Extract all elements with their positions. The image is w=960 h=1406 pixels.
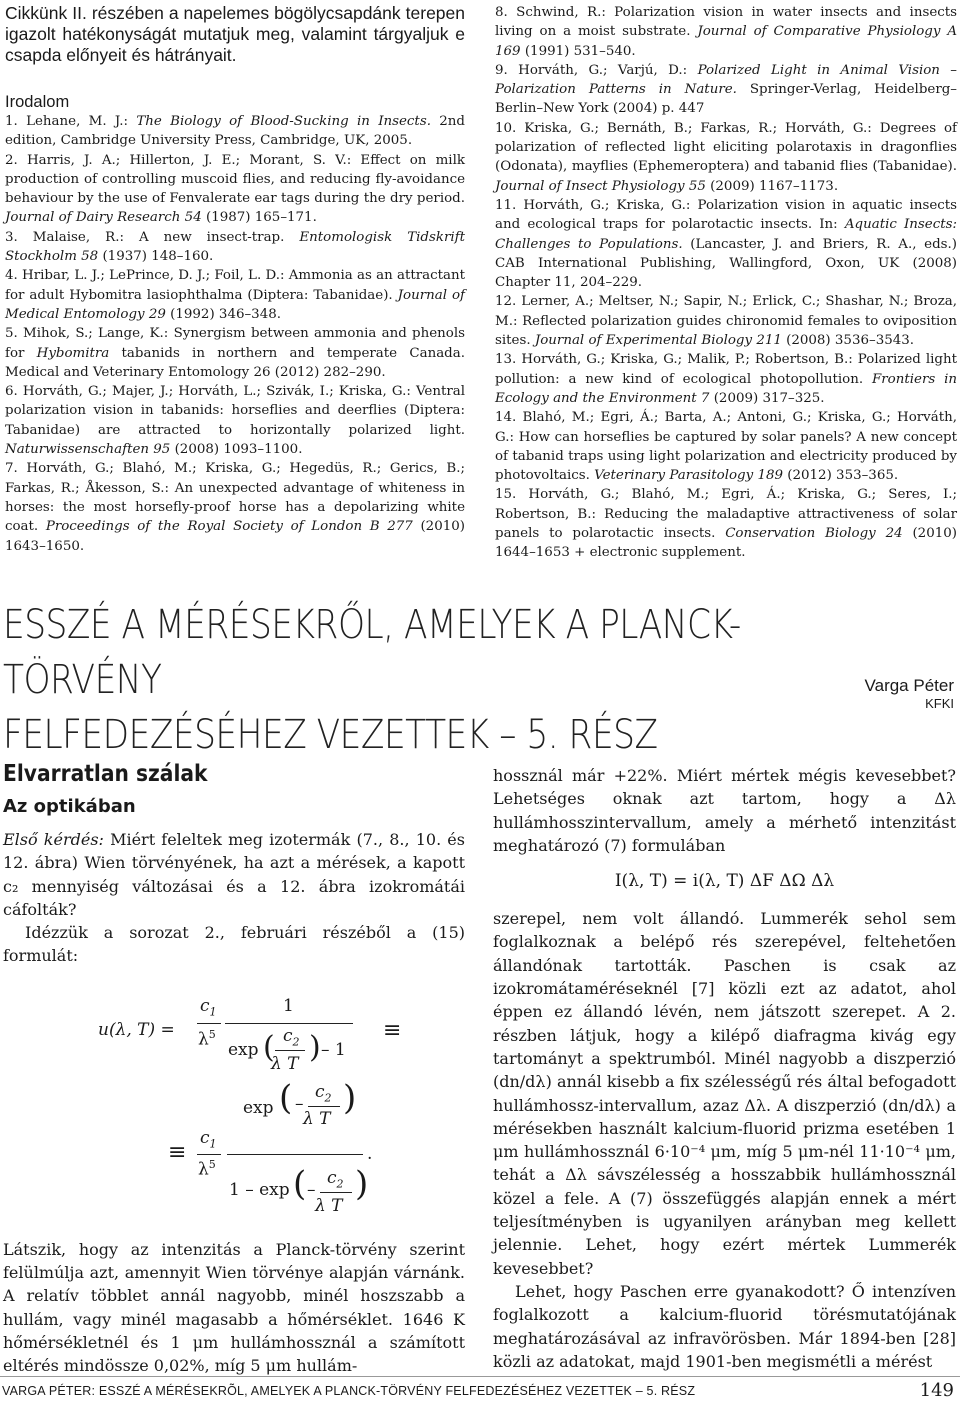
article-left-column bbox=[3, 760, 465, 1378]
reference-rest: (Lancaster, J. and Briers, R. A., eds.) CAB International Publishing, Wallingford, Oxon, UK (2008) Chapter 11, 204–229. bbox=[495, 236, 957, 291]
right-paragraph-3: Lehet, hogy Paschen erre gyanakodott? Ő intenzíven foglalkozott a kalcium-fluorid törésmutatójának meghatározásával az infravörösben. Már 1894-ben [28] közli az adatokat, majd 1901-ben megismétli a mérést bbox=[493, 1281, 956, 1371]
reference-number: 5. bbox=[5, 326, 24, 342]
after-equation-paragraph: Látszik, hogy az intenzitás a Planck-törvény szerint felülmúlja azt, amennyit Wien törvénye alapján várnánk. A relatív többlet annál nagyobb, minél hoszszabb a hullám, vagy minél magasabb a hőmérséklet. 1646 K hőmérsékletnél és 1 μm hullámhossznál a számított eltérés mindössze 0,02%, míg 5 μm hullám- bbox=[3, 1239, 465, 1376]
reference-number: 8. bbox=[495, 5, 517, 20]
reference-rest: (1992) 346–348. bbox=[165, 306, 281, 322]
author-affiliation: KFKI bbox=[925, 696, 954, 711]
reference-rest: (2009) 1167–1173. bbox=[705, 178, 839, 194]
reference-authors: Horváth, G.; Varjú, D.: bbox=[518, 62, 698, 78]
reference-number: 7. bbox=[5, 461, 27, 477]
section-title: Elvarratlan szálak bbox=[3, 761, 208, 787]
reference-number: 2. bbox=[5, 152, 27, 168]
reference-title: Journal of Insect Physiology 55 bbox=[495, 178, 706, 194]
reference-rest: (2012) 353–365. bbox=[783, 468, 899, 484]
reference-item bbox=[5, 266, 465, 324]
question-text: Miért feleltek meg izotermák (7., 8., 10. és 12. ábra) Wien törvényének, ha azt a mérések, a kapott c₂ mennyiség változásai és a 12. ábra izokromátái cáfolták? bbox=[3, 830, 465, 919]
article-right-column bbox=[493, 764, 956, 1373]
reference-item bbox=[5, 324, 465, 382]
reference-authors: Kriska, G.; Bernáth, B.; Farkas, R.; Horváth, G.: Degrees of polarization of reflected light eliciting polarotaxis in dragonflies (Odonata), mayflies (Ephemeroptera) and tabanid flies (Tabanidae). bbox=[495, 120, 957, 175]
reference-title: Naturwissenschaften 95 bbox=[5, 442, 171, 458]
reference-item bbox=[495, 292, 957, 350]
reference-rest: Springer-Verlag, Heidelberg–Berlin–New York (2004) p. 447 bbox=[495, 82, 958, 117]
reference-item bbox=[5, 112, 465, 151]
reference-authors: Schwind, R.: Polarization vision in water insects and insects living on a moist substrate. bbox=[495, 5, 957, 40]
reference-item bbox=[495, 61, 957, 119]
reference-authors: Mihok, S.; Lange, K.: Synergism between ammonia and phenols for bbox=[5, 326, 465, 361]
eq-c2: $c_2$ bbox=[283, 1025, 300, 1049]
reference-number: 12. bbox=[495, 294, 522, 310]
reference-item bbox=[495, 196, 957, 292]
reference-number: 10. bbox=[495, 120, 525, 136]
eq-one-minus-exp: 1 – exp bbox=[229, 1179, 290, 1200]
author-block bbox=[865, 676, 954, 711]
reference-title: The Biology of Blood-Sucking in Insects. bbox=[136, 114, 431, 129]
reference-authors: Horváth, G.; Majer, J.; Horváth, L.; Szivák, I.; Kriska, G.: Ventral polarization vision in tabanids: horseflies and deerflies (Diptera: Tabanidae) are attracted to horizontally polarized light. bbox=[5, 384, 465, 438]
reference-title: Conservation Biology 24 bbox=[725, 526, 903, 542]
reference-rest: 2nd edition, Cambridge University Press, Cambridge, UK, 2005. bbox=[5, 114, 465, 149]
reference-rest: (1987) 165–171. bbox=[201, 210, 317, 226]
reference-number: 11. bbox=[495, 197, 524, 213]
reference-rest: (2010) 1644–1653 + electronic supplement. bbox=[495, 526, 957, 561]
eq-exp-num: exp bbox=[243, 1097, 274, 1118]
reference-title: Veterinary Parasitology 189 bbox=[594, 468, 784, 484]
reference-item bbox=[495, 119, 957, 196]
right-paragraph-2: szerepel, nem volt állandó. Lummerék sehol sem foglalkoznak a belépő rés szerepével, feltehetően állandónak tartották. Paschen is csak az izokromátaméréseknél [7] közli ezt az adatot, ahol éppen ez állandó lévén, nem játszott szerepet. A 2. részben látjuk, hogy a kilépő diafragma kivág egy tartományt a spektrumból. Minél nagyobb a diszperzió (dn/dλ) annál kisebb a fix szélességű rés által befogadott hullámhossz-intervallum, azaz Δλ. A diszperzió (dn/dλ) a mérésekben használt kalcium-fluorid prizma esetében 1 μm hullámhossznál 6·10⁻⁴ μm, míg 5 μm-nél 11·10⁻⁴ μm, tehát a Δλ sávszélesség a hosszabbik hullámhossznál közel a fele. A (7) összefüggés alapján ennek a mért teljesítményben is ugyanilyen arányban meg kellett jelennie. Lehet, hogy ezért mértek Lummerék kevesebbet? bbox=[493, 909, 956, 1278]
article-title-line-1: ESSZÉ A MÉRÉSEKRŐL, AMELYEK A PLANCK-TÖRVÉNY bbox=[3, 602, 741, 703]
question-label: Első kérdés: bbox=[3, 830, 104, 849]
reference-item bbox=[5, 459, 465, 555]
right-paragraph-1: hossznál már +22%. Miért mértek mégis kevesebbet? Lehetséges oknak azt tartom, hogy a Δλ hullámhosszintervallum, amely a mérhető intenzitást meghatározó (7) formulában bbox=[493, 766, 956, 855]
eq-exp: exp bbox=[228, 1039, 259, 1060]
reference-item bbox=[5, 382, 465, 459]
first-question bbox=[3, 828, 465, 921]
reference-authors: Horváth, G.; Kriska, G.: Polarization vision in aquatic insects and ecological traps for polarotactic insects. In: bbox=[495, 197, 957, 233]
reference-item bbox=[495, 350, 957, 408]
reference-rest: (2009) 317–325. bbox=[709, 390, 825, 406]
reference-number: 14. bbox=[495, 410, 523, 426]
reference-title: Proceedings of the Royal Society of London B 277 bbox=[45, 519, 413, 535]
reference-rest: (2010) 1643–1650. bbox=[5, 519, 465, 554]
reference-title: Journal of Medical Entomology 29 bbox=[5, 287, 465, 322]
reference-authors: Malaise, R.: A new insect-trap. bbox=[32, 229, 300, 245]
article-title bbox=[3, 598, 803, 763]
eq-one: 1 bbox=[283, 995, 294, 1016]
page-number: 149 bbox=[919, 1380, 954, 1401]
references-right-column bbox=[495, 3, 957, 563]
reference-title: Journal of Comparative Physiology A 169 bbox=[495, 24, 957, 59]
reference-item bbox=[495, 3, 957, 61]
reference-title: Polarized Light in Animal Vision – Polarization Patterns in Nature. bbox=[495, 62, 957, 98]
intro-paragraph: Cikkünk II. részében a napelemes bögölycsapdánk terepen igazolt hatékonyságát mutatjuk meg, valamint tárgyaljuk e csapda előnyeit és hátrányait. bbox=[5, 3, 465, 65]
reference-rest: (2008) 1093–1100. bbox=[170, 442, 303, 458]
reference-authors: Blahó, M.; Egri, Á.; Barta, A.; Antoni, G.; Kriska, G.; Horváth, G.: How can horseflies be captured by solar panels? A new concept of tabanid traps using light polarization and electricity produced by photovoltaics. bbox=[495, 410, 957, 484]
page-footer bbox=[0, 1380, 960, 1406]
reference-authors: Lehane, M. J.: bbox=[26, 114, 137, 129]
article-title-line-2: FELFEDEZÉSÉHEZ VEZETTEK – 5. RÉSZ bbox=[3, 712, 658, 758]
eq-c1-b: $c_1$ bbox=[200, 1127, 217, 1151]
reference-number: 15. bbox=[495, 487, 529, 503]
reference-authors: Horváth, G.; Kriska, G.; Malik, P.; Robertson, B.: Polarized light pollution: a new kind of ecological photopollution. bbox=[495, 352, 957, 387]
eq-equiv-1: ≡ bbox=[383, 1017, 402, 1043]
quote-intro: Idézzük a sorozat 2., februári részéből a (15) formulát: bbox=[3, 923, 465, 966]
footer-rule bbox=[0, 1376, 960, 1377]
reference-rest: (2008) 3536–3543. bbox=[781, 333, 915, 349]
reference-number: 1. bbox=[5, 114, 27, 129]
reference-item bbox=[495, 408, 957, 485]
reference-number: 13. bbox=[495, 352, 522, 368]
reference-authors: Hribar, L. J.; LePrince, D. J.; Foil, L. D.: Ammonia as an attractant for adult Hybomitra lasiophthalma (Diptera: Tabanidae). bbox=[5, 268, 465, 303]
reference-title: Journal of Dairy Research 54 bbox=[5, 210, 202, 226]
reference-item bbox=[5, 228, 465, 267]
reference-list-right bbox=[495, 3, 957, 563]
subsection-title: Az optikában bbox=[3, 796, 136, 817]
reference-title: Journal of Experimental Biology 211 bbox=[534, 333, 782, 349]
reference-rest: (1937) 148–160. bbox=[98, 249, 214, 265]
eq-lhs: u(λ, T) = bbox=[98, 1019, 175, 1040]
reference-authors: Horváth, G.; Blahó, M.; Egri, Á.; Kriska, G.; Seres, I.; Robertson, B.: Reducing the maladaptive attractiveness of solar panels to polarotactic insects. bbox=[495, 487, 957, 542]
reference-list-left bbox=[5, 112, 465, 556]
eq-minus-one: – 1 bbox=[321, 1039, 346, 1060]
planck-equation: u(λ, T) = $c_1$ $\lambda^5$ 1 exp ( $c_2$ λ T ) – 1 ≡ ≡ $c_1$ $\lambda^5$ exp ( – $c_2$ λ T ) 1 – exp ( – $c_2$ λ T ) . bbox=[98, 995, 402, 1216]
eq-lambda5: $\lambda^5$ bbox=[198, 1027, 216, 1050]
running-footer: VARGA PÉTER: ESSZÉ A MÉRÉSEKRÕL, AMELYEK A PLANCK-TÖRVÉNY FELFEDEZÉSÉHEZ VEZETTEK – 5. RÉSZ bbox=[2, 1384, 696, 1398]
reference-title: Aquatic Insects: Challenges to Populations. bbox=[495, 217, 957, 252]
reference-number: 3. bbox=[5, 229, 33, 245]
reference-item bbox=[495, 485, 957, 562]
reference-authors: Lerner, A.; Meltser, N.; Sapir, N.; Erlick, C.; Shashar, N.; Broza, M.: Reflected polarization guides chironomid females to oviposition sites. bbox=[495, 294, 957, 349]
eq-lambda5-b: $\lambda^5$ bbox=[198, 1157, 216, 1180]
reference-item bbox=[5, 151, 465, 228]
reference-number: 4. bbox=[5, 268, 23, 284]
reference-authors: Harris, J. A.; Hillerton, J. E.; Morant, S. V.: Effect on milk production of controlling muscoid flies, and reducing fly-avoidance behaviour by the use of Fenvalerate ear tags during the dry period. bbox=[5, 152, 465, 207]
reference-authors: Horváth, G.; Blahó, M.; Kriska, G.; Hegedüs, R.; Gerics, B.; Farkas, R.; Åkesson, S.: An unexpected advantage of whiteness in horses: the most horsefly-proof horse has a depolarizing white coat. bbox=[5, 461, 465, 535]
reference-title: Entomologisk Tidskrift Stockholm 58 bbox=[5, 229, 465, 265]
reference-rest: tabanids in northern and temperate Canada. Medical and Veterinary Entomology 26 (2012) 282–290. bbox=[5, 345, 465, 380]
reference-title: Frontiers in Ecology and the Environment 7 bbox=[495, 371, 958, 406]
reference-number: 9. bbox=[495, 62, 519, 78]
eq-lambdaT: λ T bbox=[271, 1053, 299, 1074]
author-name: Varga Péter bbox=[864, 676, 954, 695]
references-heading: Irodalom bbox=[5, 93, 70, 111]
eq-equiv-2: ≡ bbox=[168, 1139, 187, 1165]
references-left-column bbox=[5, 3, 465, 556]
formula-7: I(λ, T) = i(λ, T) ΔF ΔΩ Δλ bbox=[614, 871, 835, 892]
eq-c1: $c_1$ bbox=[200, 995, 217, 1019]
reference-rest: (1991) 531–540. bbox=[520, 43, 636, 59]
reference-title: Hybomitra bbox=[36, 345, 110, 361]
reference-number: 6. bbox=[5, 384, 23, 400]
